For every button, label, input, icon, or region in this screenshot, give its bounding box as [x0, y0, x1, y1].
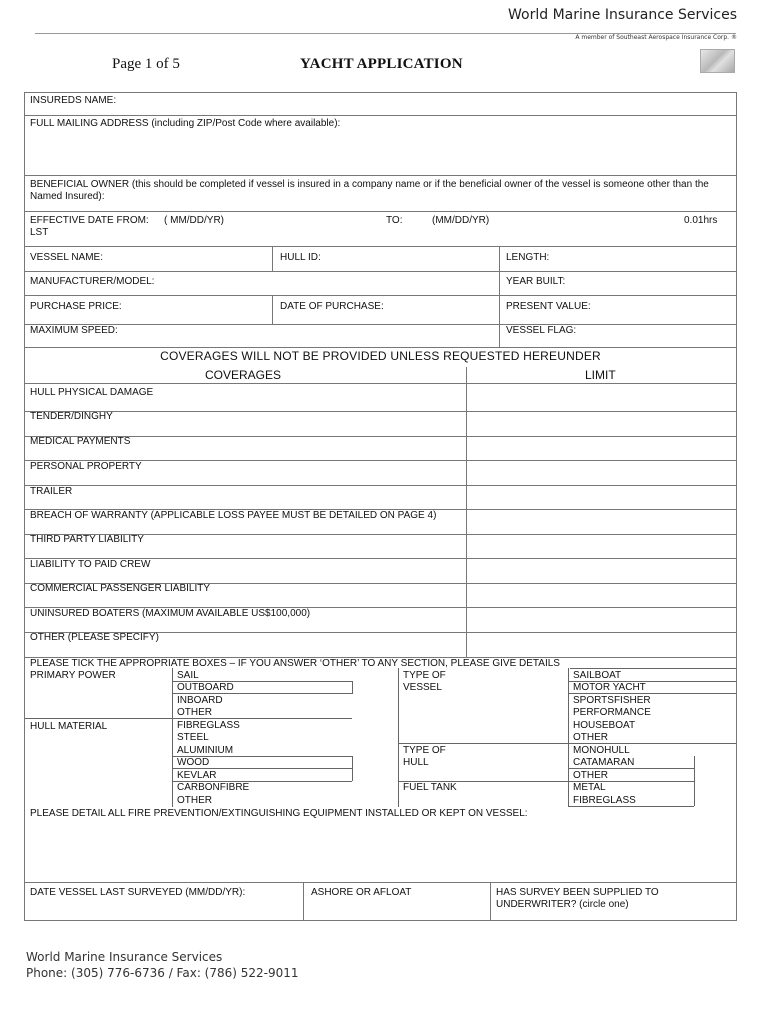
row-divider: [25, 271, 736, 272]
option-wood[interactable]: WOOD: [177, 757, 210, 768]
option-sportsfisher[interactable]: SPORTSFISHER: [573, 695, 651, 706]
option-material-other[interactable]: OTHER: [177, 795, 212, 806]
option-divider: [25, 718, 352, 719]
row-divider: [25, 485, 736, 486]
effective-from-label: EFFECTIVE DATE FROM:: [30, 215, 149, 226]
option-divider: [172, 693, 352, 694]
column-divider: [272, 247, 273, 271]
option-divider: [398, 781, 694, 782]
mailing-address-label: FULL MAILING ADDRESS (including ZIP/Post Code where available):: [30, 118, 341, 129]
option-sailboat[interactable]: SAILBOAT: [573, 670, 622, 681]
option-divider: [568, 806, 694, 807]
coverages-column-header: COVERAGES: [205, 368, 282, 382]
type-of-hull-label-2: HULL: [403, 757, 429, 768]
option-divider: [172, 781, 352, 782]
insureds-name-label: INSUREDS NAME:: [30, 95, 117, 106]
coverage-item[interactable]: UNINSURED BOATERS (MAXIMUM AVAILABLE US$100,000): [30, 608, 311, 619]
option-divider: [568, 693, 736, 694]
footer-contact: Phone: (305) 776-6736 / Fax: (786) 522-9011: [26, 966, 299, 980]
page-number: Page 1 of 5: [112, 56, 180, 72]
fire-equipment-label[interactable]: PLEASE DETAIL ALL FIRE PREVENTION/EXTINGUISHING EQUIPMENT INSTALLED OR KEPT ON VESSEL:: [30, 808, 528, 819]
coverages-heading: COVERAGES WILL NOT BE PROVIDED UNLESS REQUESTED HEREUNDER: [160, 349, 601, 363]
option-divider: [398, 743, 736, 744]
row-divider: [25, 411, 736, 412]
row-divider: [25, 175, 736, 176]
purchase-price-label[interactable]: PURCHASE PRICE:: [30, 301, 122, 312]
primary-power-label: PRIMARY POWER: [30, 670, 116, 681]
column-divider: [499, 271, 500, 295]
option-aluminium[interactable]: ALUMINIUM: [177, 745, 234, 756]
column-divider: [499, 324, 500, 347]
hull-material-label: HULL MATERIAL: [30, 721, 108, 732]
fuel-tank-label: FUEL TANK: [403, 782, 457, 793]
row-divider: [25, 383, 736, 384]
effective-to-label: TO:: [386, 215, 403, 226]
option-outboard[interactable]: OUTBOARD: [177, 682, 234, 693]
column-divider: [272, 295, 273, 324]
beneficial-owner-label: BENEFICIAL OWNER (this should be completed if vessel is insured in a company name or if the beneficial owner of the vessel is someone other than the Named Insured):: [30, 179, 709, 202]
option-box-border: [568, 668, 569, 807]
column-divider: [303, 882, 304, 920]
row-divider: [25, 246, 736, 247]
manufacturer-label[interactable]: MANUFACTURER/MODEL:: [30, 276, 155, 287]
present-value-label[interactable]: PRESENT VALUE:: [506, 301, 591, 312]
beneficial-owner-field[interactable]: [25, 177, 736, 213]
type-of-hull-label-1: TYPE OF: [403, 745, 446, 756]
option-box-border: [398, 668, 399, 807]
member-note: A member of Southeast Aerospace Insurance Corp. ®: [575, 34, 737, 41]
lst-label: LST: [30, 227, 49, 238]
date-of-purchase-label[interactable]: DATE OF PURCHASE:: [280, 301, 384, 312]
option-power-other[interactable]: OTHER: [177, 707, 212, 718]
company-name: World Marine Insurance Services: [508, 7, 737, 23]
effective-from-format[interactable]: ( MM/DD/YR): [164, 215, 224, 226]
option-box-border: [352, 681, 353, 694]
option-box-border: [694, 756, 695, 806]
coverage-item[interactable]: MEDICAL PAYMENTS: [30, 436, 131, 447]
row-divider: [25, 882, 736, 883]
option-fibreglass[interactable]: FIBREGLASS: [177, 720, 240, 731]
option-catamaran[interactable]: CATAMARAN: [573, 757, 635, 768]
option-metal[interactable]: METAL: [573, 782, 606, 793]
vessel-name-label[interactable]: VESSEL NAME:: [30, 252, 103, 263]
effective-to-format[interactable]: (MM/DD/YR): [432, 215, 490, 226]
length-label[interactable]: LENGTH:: [506, 252, 550, 263]
option-houseboat[interactable]: HOUSEBOAT: [573, 720, 636, 731]
date-last-surveyed-label[interactable]: DATE VESSEL LAST SURVEYED (MM/DD/YR):: [30, 887, 246, 898]
type-of-vessel-label-1: TYPE OF: [403, 670, 446, 681]
option-divider: [172, 681, 352, 682]
page-title: YACHT APPLICATION: [300, 56, 463, 72]
option-divider: [172, 768, 352, 769]
coverage-item[interactable]: BREACH OF WARRANTY (APPLICABLE LOSS PAYEE MUST BE DETAILED ON PAGE 4): [30, 510, 437, 521]
coverage-item[interactable]: OTHER (PLEASE SPECIFY): [30, 632, 159, 643]
option-inboard[interactable]: INBOARD: [177, 695, 223, 706]
option-performance[interactable]: PERFORMANCE: [573, 707, 651, 718]
ashore-afloat-label[interactable]: ASHORE OR AFLOAT: [311, 887, 412, 898]
coverage-item[interactable]: TRAILER: [30, 486, 73, 497]
column-divider: [499, 247, 500, 271]
option-box-border: [172, 668, 173, 807]
option-sail[interactable]: SAIL: [177, 670, 199, 681]
row-divider: [25, 295, 736, 296]
option-vessel-other[interactable]: OTHER: [573, 732, 608, 743]
year-built-label[interactable]: YEAR BUILT:: [506, 276, 566, 287]
row-divider: [25, 324, 736, 325]
coverage-item[interactable]: TENDER/DINGHY: [30, 411, 113, 422]
footer-company: World Marine Insurance Services: [26, 950, 223, 964]
tick-instruction: PLEASE TICK THE APPROPRIATE BOXES – IF YOU ANSWER ‘OTHER’ TO ANY SECTION, PLEASE GIVE DETAILS: [30, 658, 560, 669]
option-box-border: [352, 756, 353, 781]
application-form: [24, 92, 737, 921]
option-steel[interactable]: STEEL: [177, 732, 209, 743]
insureds-name-field[interactable]: [25, 93, 736, 115]
survey-supplied-label-1[interactable]: HAS SURVEY BEEN SUPPLIED TO: [496, 887, 659, 898]
option-fuel-fibreglass[interactable]: FIBREGLASS: [573, 795, 636, 806]
column-divider: [499, 295, 500, 324]
row-divider: [25, 211, 736, 212]
vessel-flag-label[interactable]: VESSEL FLAG:: [506, 325, 577, 336]
coverage-item[interactable]: COMMERCIAL PASSENGER LIABILITY: [30, 583, 211, 594]
row-divider: [25, 347, 736, 348]
option-divider: [172, 756, 352, 757]
coverage-item[interactable]: HULL PHYSICAL DAMAGE: [30, 387, 154, 398]
effective-hours: 0.01hrs: [684, 215, 718, 226]
mailing-address-field[interactable]: [25, 116, 736, 174]
option-divider: [568, 681, 736, 682]
survey-supplied-label-2[interactable]: UNDERWRITER? (circle one): [496, 899, 629, 910]
option-kevlar[interactable]: KEVLAR: [177, 770, 217, 781]
option-monohull[interactable]: MONOHULL: [573, 745, 630, 756]
option-divider: [570, 668, 736, 669]
max-speed-label[interactable]: MAXIMUM SPEED:: [30, 325, 118, 336]
limit-column-header: LIMIT: [585, 368, 616, 382]
coverage-item[interactable]: LIABILITY TO PAID CREW: [30, 559, 151, 570]
hull-id-label[interactable]: HULL ID:: [280, 252, 321, 263]
option-divider: [568, 768, 694, 769]
type-of-vessel-label-2: VESSEL: [403, 682, 442, 693]
option-motor-yacht[interactable]: MOTOR YACHT: [573, 682, 646, 693]
company-logo-icon: [700, 49, 735, 73]
option-carbonfibre[interactable]: CARBONFIBRE: [177, 782, 250, 793]
coverage-item[interactable]: THIRD PARTY LIABILITY: [30, 534, 144, 545]
coverage-item[interactable]: PERSONAL PROPERTY: [30, 461, 142, 472]
option-hull-other[interactable]: OTHER: [573, 770, 608, 781]
